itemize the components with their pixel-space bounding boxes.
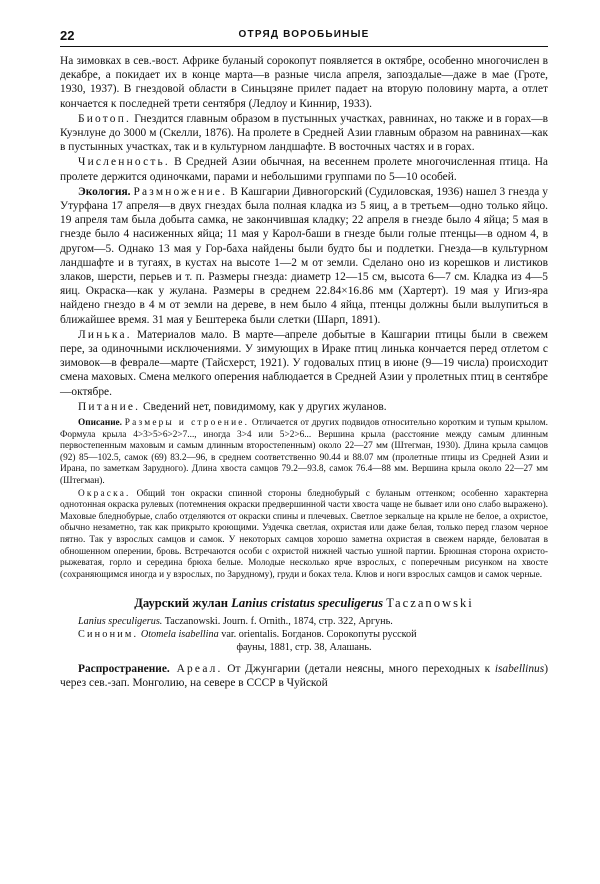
coloration-paragraph bbox=[60, 489, 548, 582]
synonym-line-1 bbox=[60, 616, 548, 629]
description-paragraph bbox=[60, 418, 548, 488]
species-common-name: Даурский жулан bbox=[134, 596, 229, 611]
food-paragraph bbox=[60, 400, 548, 414]
synonym-label: Синоним. bbox=[78, 628, 139, 640]
synonym-latin-2: Otomela isabellina bbox=[138, 628, 219, 640]
coloration-label: Окраска. bbox=[78, 488, 131, 499]
biotope-label: Биотоп. bbox=[78, 112, 132, 125]
description-text: Отличается от других подвидов относительно коротким и тупым крылом. Формула крыла 4>3>5>6>2>7..., иногда 3>4 или 5>2>6... Вершина крыла (расстояние между самым длинным первостепенным маховым и самым длинным второстепенным) около 22—27 мм (Штегман, 1930). Длина крыла самцов (92) 85—102.5, самок (69) 83.2—96, в среднем соответственно 90.44 и 88.07 мм (пролетные птицы из Средней Азии и Ирана, по заметкам Зарудного). Длина хвоста самцов 79.2—93.8, самок 76.4—88 мм. Вершина крыла около 22—27 мм (Штегман). bbox=[60, 418, 548, 487]
breeding-label: Размножение. bbox=[133, 185, 228, 198]
food-label: Питание. bbox=[78, 400, 141, 413]
species-author: Taczanowski bbox=[386, 596, 474, 611]
page-header bbox=[60, 28, 548, 47]
ecology-label: Экология. bbox=[78, 185, 131, 198]
running-title: ОТРЯД ВОРОБЬИНЫЕ bbox=[238, 29, 370, 40]
species-latin-name: Lanius cristatus speculigerus bbox=[231, 596, 384, 611]
distribution-paragraph bbox=[60, 662, 548, 690]
breeding-text: В Кашгарии Дивногорский (Судиловская, 1936) нашел 3 гнезда у Утурфана 17 апреля—в двух гнездах была полная кладка из 5 яиц, а в третьем—одно только яйцо. 19 апреля там была добыта самка, не закончившая кладку; 22 апреля в гнезде было 4 яйца; 5 мая в гнезде было 4 насиженных яйца; 11 мая у Карол-баши в гнезде были голые птенцы—в одном 4, в другом—5. Однако 13 мая у Гор-баха найдены были будто бы и подлетки. Гнезда—в культурном ландшафте и в тугаях, в кустах на высоте 1—2 м от земли. Сделано оно из корешков и листиков злаков, шерсти, перьев и т. п. Размеры гнезда: диаметр 12—15 см, высота 6—7 см. Кладка из 4—5 яиц. Окраска—как у жулана. Размеры в среднем 22.84×16.86 мм (Хартерт). 19 мая у Игиз-яра найдено гнездо в 4 м от земли на дереве, в нем было 4 яйца, птенцы должны были вылупиться в ближайшее время. 31 мая у Бештерека были слетки (Шарп, 1891). bbox=[60, 185, 549, 326]
description-sublabel: Размеры и строение. bbox=[124, 418, 250, 429]
numbers-paragraph bbox=[60, 155, 548, 183]
distribution-latin: isabellinus bbox=[494, 663, 545, 676]
coloration-text: Общий тон окраски спинной стороны бледнобурый с буланым оттенком; особенно характерна однотонная окраска рулевых (потемнения окраски предвершинной части хвоста чаще не бывает или оно слабо выражено). Маховые бледнобурые, слабо отделяются от окраски спины и плечевых. Светлое зеркальце на крыле не белое, а охристое, обычно незаметно, так как прикрыто кроющими. Уздечка светлая, охристая или даже белая, только перед глазом черное пятно. Так у взрослых самцов и самок. У некоторых самцов хорошо заметна охристая в свежем наряде, беловатая в обношенном оперении, бровь. Встречаются особи с охристой нижней частью ушной партии. Брюшная сторона охристо-рыжеватая, горло и середина брюха белые. Молодые несколько ярче взрослых, с поперечным рисунком на хвосте (сохраняющимся иногда и у взрослых, по Зарудному), груди и боках тела. Клюв и ноги взрослых самцов и самок черные. bbox=[60, 488, 548, 580]
wintering-paragraph: На зимовках в сев.-вост. Африке буланый сорокопут появляется в октябре, особенно многочислен в декабре, а покидает их в конце марта—в разные числа апреля, запоздалые—даже в мае (Гроте, 1930, 1937). В гнездовой области в Синьцзяне прилет падает на вторую половину марта, а отлет кончается к последней трети сентября (Ледлоу и Киннир, 1933). bbox=[60, 55, 548, 110]
distribution-text-a: От Джунгарии (детали неясны, много переходных к bbox=[222, 663, 495, 676]
page-number: 22 bbox=[60, 28, 75, 43]
distribution-label: Распространение. bbox=[78, 663, 170, 676]
numbers-text: В Средней Азии обычная, на весеннем пролете многочисленная птица. На пролете держится одиночками, парами и небольшими группами по 5—10 особей. bbox=[60, 156, 548, 183]
species-heading bbox=[60, 595, 548, 611]
molt-paragraph bbox=[60, 328, 548, 399]
food-text: Сведений нет, повидимому, как у других жуланов. bbox=[140, 400, 387, 413]
description-label: Описание. bbox=[78, 418, 122, 429]
synonym-text-2: var. orientalis. Богданов. Сорокопуты русской bbox=[218, 628, 417, 640]
synonym-line-2 bbox=[60, 629, 548, 642]
numbers-label: Численность. bbox=[78, 156, 170, 169]
biotope-paragraph bbox=[60, 112, 548, 155]
ecology-paragraph bbox=[60, 185, 548, 327]
synonym-line-3: фауны, 1881, стр. 38, Алашань. bbox=[236, 641, 372, 653]
biotope-text: Гнездится главным образом в пустынных участках, равнинах, но также и в горах—в Куэнлуне до 3000 м (Скелли, 1876). На пролете в Средней Азии главным образом на равнинах—как в пустынных участках, так и в культурном ландшафте. В восточных частях и в горах. bbox=[60, 112, 548, 154]
synonym-latin-1: Lanius speculigerus. bbox=[78, 616, 163, 628]
molt-label: Линька. bbox=[78, 328, 132, 341]
synonym-text-1: Taczanowski. Journ. f. Ornith., 1874, стр. 322, Аргунь. bbox=[162, 616, 393, 628]
page-body bbox=[60, 54, 548, 691]
distribution-text-b: ) через сев.-зап. Монголию, на севере в СССР в Чуйской bbox=[60, 663, 548, 690]
book-page bbox=[60, 28, 548, 691]
molt-text: Материалов мало. В марте—апреле добытые в Кашгарии птицы были в свежем пере, за одиночными исключениями. У зимующих в Ираке птиц линька кончается перед отлетом с зимовок—в феврале—марте (Тайсхерст, 1921). У годовалых птиц в июне (9—19 числа) происходит смена маховых. Смена мелкого оперения наблюдается в Средней Азии у пролетных птиц в сентябре—октябре. bbox=[60, 328, 548, 398]
distribution-sublabel: Ареал. bbox=[169, 663, 223, 676]
